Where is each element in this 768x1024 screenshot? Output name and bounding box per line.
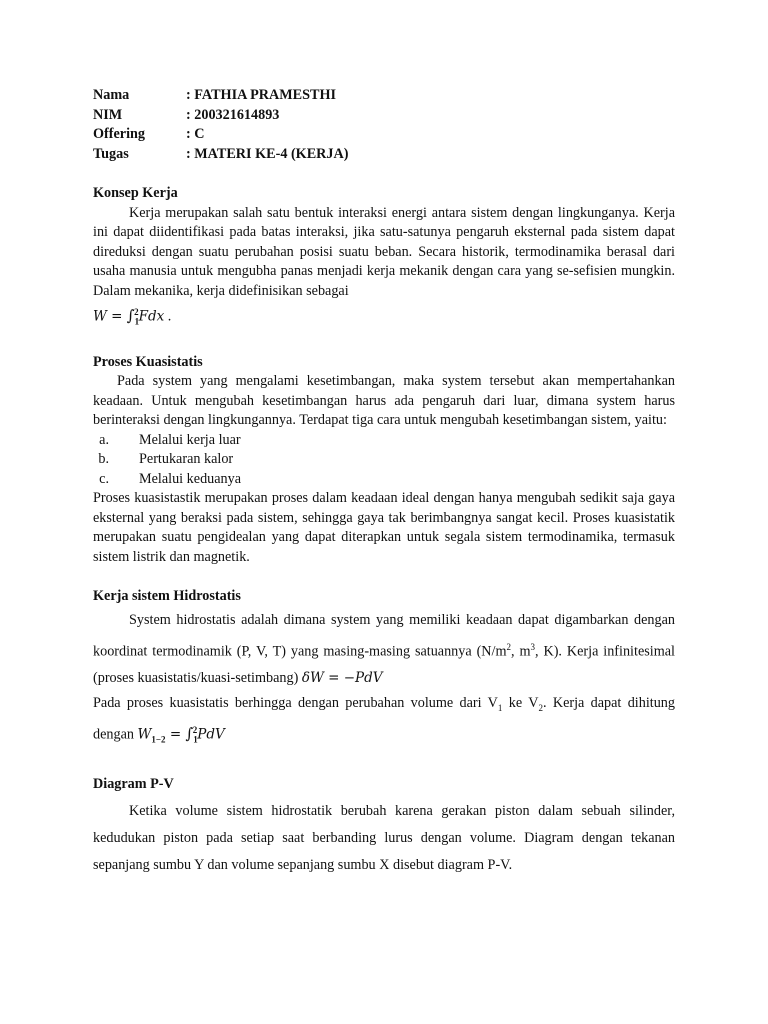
eq-lhs: W = [93,308,127,325]
integral-sign: ∫ [185,724,194,743]
info-row-nama [93,86,675,106]
infinitesimal-work-equation: δW = −PdV [301,670,383,687]
document-page [93,86,675,879]
eq-lhs-subscript: 1−2 [151,734,166,745]
eq-end: . [164,308,172,325]
info-value: : MATERI KE-4 (KERJA) [186,145,349,162]
info-label: Nama [93,87,130,103]
section-paragraph [93,607,675,693]
list-item [93,450,675,470]
section-konsep-kerja [93,184,675,333]
list-item [93,470,675,490]
paragraph-text: , m [511,643,531,660]
info-value: : FATHIA PRAMESTHI [186,87,337,103]
list-text: Melalui keduanya [139,470,242,487]
info-label: NIM [93,106,123,123]
section-heading: Kerja sistem Hidrostatis [93,588,241,605]
paragraph-text: System hidrostatis adalah dimana system yang memiliki keadaan dapat digambarkan dengan koordinat termodinamik (P, V, T) yang masing-masing satuannya (N/m [93,611,675,660]
section-paragraph [93,692,675,750]
section-paragraph: Proses kuasistastik merupakan proses dalam keadaan ideal dengan hanya mengubah sedikit saja gaya eksternal yang beraksi pada sistem, sehingga gaya tak berimbangnya sangat kecil. Proses kuasistatik merupakan suatu pengidealan yang dapat diterapkan untuk segala sistem termodinamika, termasuk sistem listrik dan magnetik. [93,490,675,565]
info-row-tugas [93,145,675,165]
integral-sign: ∫ [126,306,135,325]
section-paragraph [93,204,675,302]
info-row-offering [93,125,675,145]
student-info [93,86,675,164]
superscript: 3 [530,641,535,652]
section-kerja-hidrostatis [93,587,675,751]
section-proses-kuasistatis [93,353,675,568]
eq-integrand: PdV [197,726,225,743]
list-item [93,431,675,451]
paragraph-text: ke V [502,695,539,712]
subscript: 1 [497,703,503,714]
eq-integrand: Fdx [138,308,165,325]
superscript: 2 [506,641,512,652]
list-text: Pertukaran kalor [139,451,234,468]
info-row-nim [93,106,675,126]
eq-lower-limit: 1 [193,734,198,745]
info-label: Tugas [93,145,129,162]
method-list [93,431,675,490]
info-label: Offering [93,126,146,142]
list-text: Melalui kerja luar [139,431,241,448]
section-heading: Proses Kuasistatis [93,353,203,370]
section-heading: Konsep Kerja [93,185,178,201]
list-marker: a. [99,431,109,448]
info-value: : C [186,126,205,142]
paragraph-text: , K). Kerja infinitesimal (proses kuasistatis/kuasi-setimbang) [93,643,675,687]
eq-lower-limit: 1 [134,316,140,327]
work-equation [93,301,675,333]
section-paragraph: Pada system yang mengalami kesetimbangan, maka system tersebut akan mempertahankan keadaan. Untuk mengubah kesetimbangan harus ada pengaruh dari luar, dimana system harus berinteraksi dengan lingkungannya. Terdapat tiga cara untuk mengubah kesetimbangan sistem, yaitu: [93,373,675,429]
list-marker: b. [98,451,109,468]
paragraph-text: Pada proses kuasistatis berhingga dengan perubahan volume dari V [93,695,498,712]
section-paragraph: Ketika volume sistem hidrostatik berubah karena gerakan piston dalam sebuah silinder, kedudukan piston pada setiap saat berbanding lurus dengan volume. Diagram dengan tekanan sepanjang sumbu Y dan volume sepanjang sumbu X disebut diagram P-V. [93,803,675,874]
paragraph-text: . Kerja dapat dihitung dengan [93,695,675,743]
eq-equals: = [165,726,186,743]
eq-upper-limit: 2 [134,307,139,317]
info-value: : 200321614893 [186,106,280,123]
eq-lhs-w: W [137,726,152,743]
paragraph-text: Kerja merupakan salah satu bentuk interaksi energi antara sistem dengan lingkunganya. Kerja ini dapat diidentifikasi pada batas interaksi, jika satu-satunya pengaruh eksternal pada sistem dapat direduksi dengan suatu perubahan posisi suatu beban. Secara historik, termodinamika berasal dari usaha manusia untuk mengubha panas menjadi kerja mekanik dengan cara yang se-sefisien mungkin. Dalam mekanika, kerja didefinisikan sebagai [93,204,675,299]
subscript: 2 [538,703,543,714]
section-heading: Diagram P-V [93,775,174,792]
eq-upper-limit: 2 [192,725,198,736]
list-marker: c. [99,470,109,487]
section-diagram-pv [93,775,675,880]
